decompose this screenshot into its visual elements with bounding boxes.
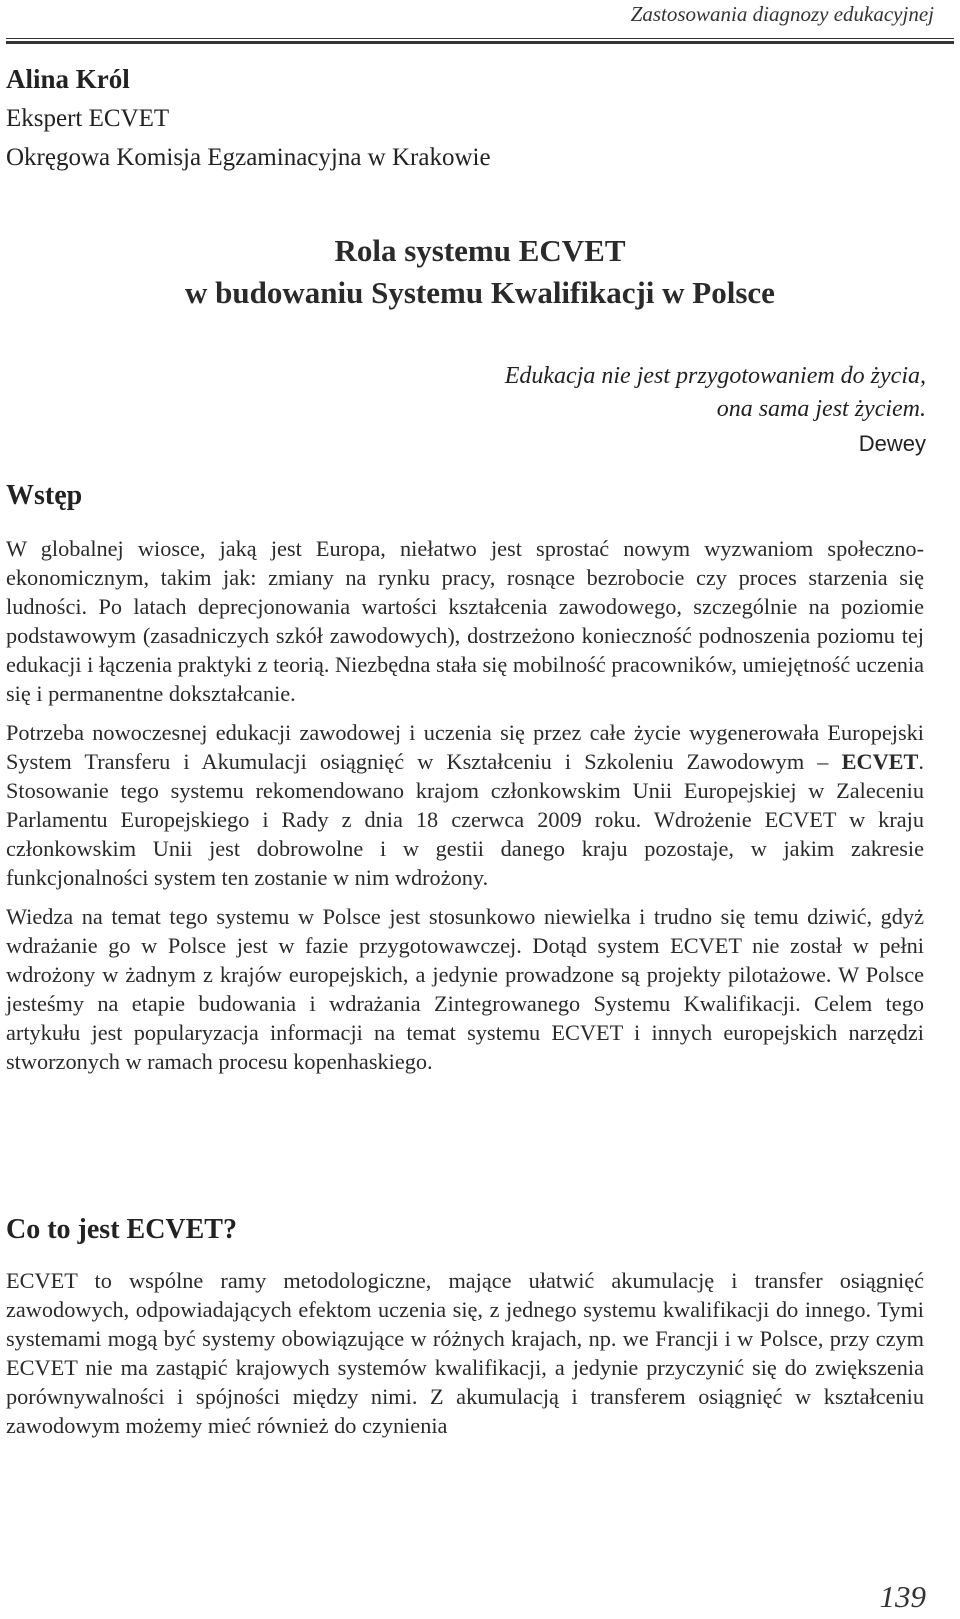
author-block xyxy=(6,60,491,177)
ecvet-bold: ECVET xyxy=(841,749,919,774)
author-name: Alina Król xyxy=(6,64,130,94)
header-rule xyxy=(6,38,954,44)
epigraph-line-2: ona sama jest życiem. xyxy=(716,396,926,422)
section-intro-body xyxy=(6,534,924,1086)
section-heading-intro: Wstęp xyxy=(6,480,83,511)
paragraph-text: . Stosowanie tego systemu rekomendowano krajom członkowskim Unii Europejskiej w Zaleceniu Parlamentu Europejskiego i Rady z dnia 18 czerwca 2009 roku. Wdrożenie ECVET w kraju członkowskim Unii jest dobrowolne i w gestii danego kraju pozostaje, w jakim zakresie funkcjonalności system ten zostanie w nim wdrożony. xyxy=(6,749,924,890)
page-number: 139 xyxy=(879,1579,926,1614)
article-title xyxy=(0,230,960,314)
paragraph xyxy=(6,718,924,892)
epigraph-line-1: Edukacja nie jest przygotowaniem do życia, xyxy=(504,363,926,389)
paragraph-text: Potrzeba nowoczesnej edukacji zawodowej i uczenia się przez całe życie wygenerowała Europejski System Transferu i Akumulacji osiągnięć w Kształceniu i Szkoleniu Zawodowym – xyxy=(6,720,924,774)
section-heading-what-is-ecvet: Co to jest ECVET? xyxy=(6,1214,237,1245)
paragraph: W globalnej wiosce, jaką jest Europa, niełatwo jest sprostać nowym wyzwaniom społeczno-ekonomicznym, takim jak: zmiany na rynku pracy, rosnące bezrobocie czy proces starzenia się ludności. Po latach deprecjonowania wartości kształcenia zawodowego, szczególnie na poziomie podstawowym (zasadniczych szkół zawodowych), dostrzeżono konieczność podnoszenia poziomu tej edukacji i łączenia praktyki z teorią. Niezbędna stała się mobilność pracowników, umiejętność uczenia się i permanentne dokształcanie. xyxy=(6,536,924,706)
author-role: Ekspert ECVET xyxy=(6,105,170,132)
paragraph: ECVET to wspólne ramy metodologiczne, mające ułatwić akumulację i transfer osiągnięć zawodowych, odpowiadających efektom uczenia się, z jednego systemu kwalifikacji do innego. Tymi systemami mogą być systemy obowiązujące w różnych krajach, np. we Francji i w Polsce, przy czym ECVET nie ma zastąpić krajowych systemów kwalifikacji, a jedynie przyczynić się do zwiększenia porównywalności i spójności między nimi. Z akumulacją i transferem osiągnięć w kształceniu zawodowym możemy mieć również do czynienia xyxy=(6,1268,924,1438)
title-line-2: w budowaniu Systemu Kwalifikacji w Polsce xyxy=(185,275,775,310)
title-line-1: Rola systemu ECVET xyxy=(334,233,626,268)
author-affiliation: Okręgowa Komisja Egzaminacyjna w Krakowie xyxy=(6,144,491,171)
epigraph-author: Dewey xyxy=(858,431,926,456)
epigraph xyxy=(505,360,926,460)
running-header: Zastosowania diagnozy edukacyjnej xyxy=(630,2,934,26)
paragraph: Wiedza na temat tego systemu w Polsce jest stosunkowo niewielka i trudno się temu dziwić, gdyż wdrażanie go w Polsce jest w fazie przygotowawczej. Dotąd system ECVET nie został w pełni wdrożony w żadnym z krajów europejskich, a jedynie prowadzone są projekty pilotażowe. W Polsce jesteśmy na etapie budowania i wdrażania Zintegrowanego Systemu Kwalifikacji. Celem tego artykułu jest popularyzacja informacji na temat systemu ECVET i innych europejskich narzędzi stworzonych w ramach procesu kopenhaskiego. xyxy=(6,904,924,1074)
section-ecvet-body xyxy=(6,1266,924,1450)
